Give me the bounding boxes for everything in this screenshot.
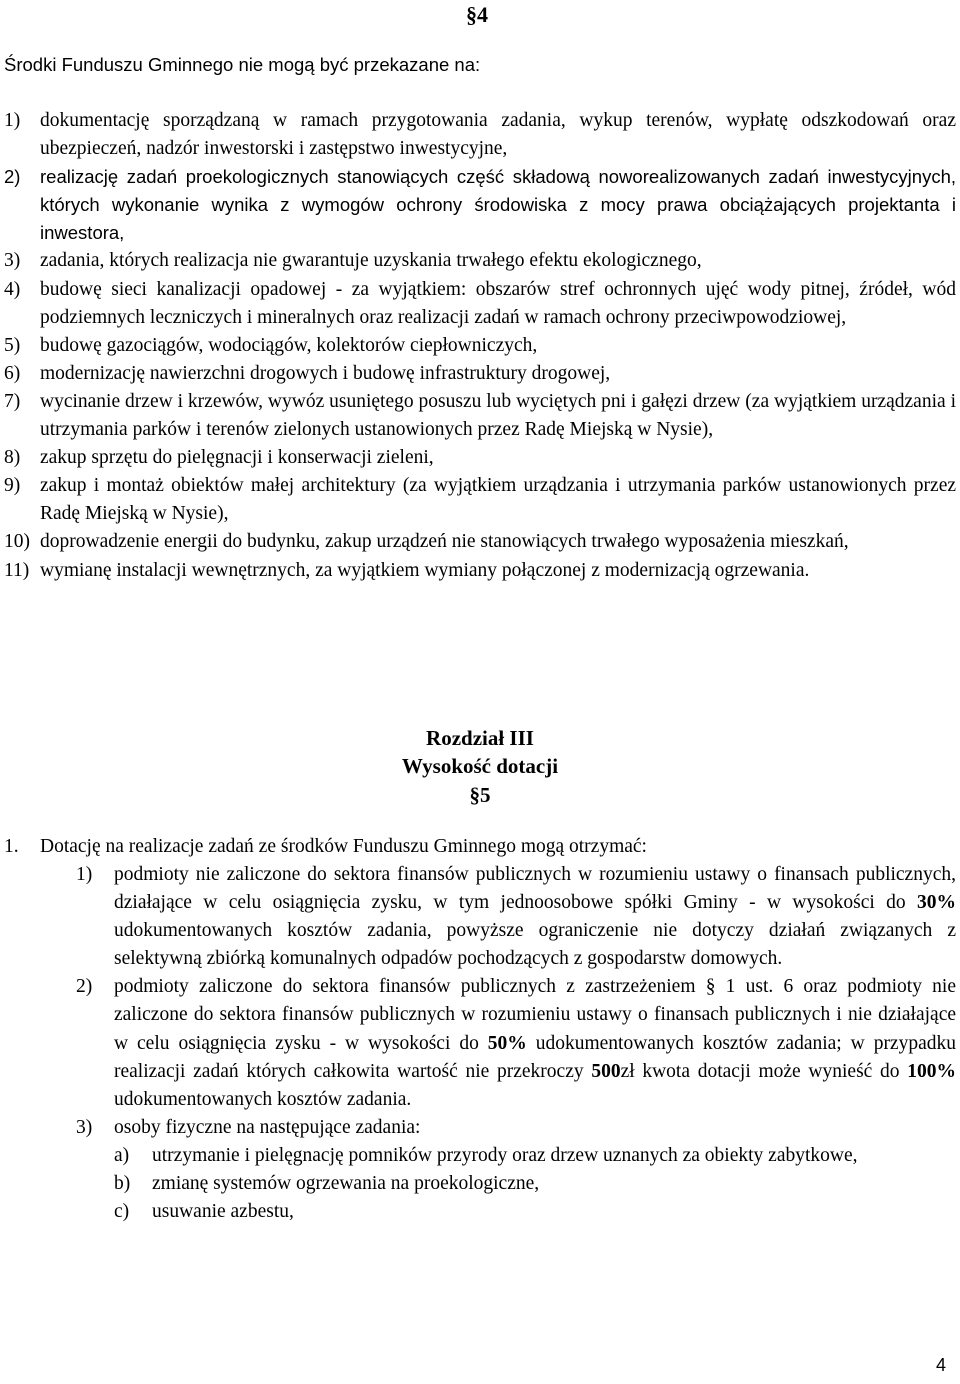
sub-sub-item [114, 1198, 956, 1226]
sub-item-1 [76, 861, 956, 973]
list-item-number: 10) [4, 531, 30, 553]
text-run: udokumentowanych kosztów zadania, powyższe ograniczenie nie dotyczy działań związanych z selektywną zbiórką komunalnych odpadów pochodzących z gospodarstw domowych. [114, 920, 956, 970]
list-item [4, 444, 956, 472]
sub-item-number: 1) [76, 864, 93, 885]
text-run: udokumentowanych kosztów zadania. [114, 1088, 412, 1110]
sub-sub-item-letter: c) [114, 1201, 130, 1223]
text-run: udokumentowanych kosztów zadania; w przypadku realizacji zadań których całkowita wartość nie przekroczy [114, 1032, 956, 1082]
sub-item-number: 2) [76, 976, 93, 998]
section-4-heading: §4 [466, 2, 488, 27]
chapter-title: Rozdział III [426, 726, 534, 750]
list-item-number: 11) [4, 559, 30, 581]
sub-sub-item-letter: a) [114, 1144, 130, 1166]
list-item [4, 360, 956, 388]
list-item-number: 5) [4, 334, 21, 356]
list-item [4, 247, 956, 275]
list-item-text: zakup i montaż obiektów małej architektury (za wyjątkiem urządzania i utrzymania parków ustanowionych przez Radę Miejską w Nysie), [40, 475, 956, 525]
list-item-number: 7) [4, 390, 21, 412]
sub-sub-item [114, 1170, 956, 1198]
list-item-text: modernizację nawierzchni drogowych i budowę infrastruktury drogowej, [40, 362, 611, 384]
percentage-bold: 100% [907, 1060, 956, 1082]
text-run: zł kwota dotacji może wynieść do [620, 1060, 908, 1082]
list-item-number: 6) [4, 362, 21, 384]
sub-item-2 [76, 973, 956, 1113]
list-item-text: zadania, których realizacja nie gwarantuje uzyskania trwałego efektu ekologicznego, [40, 250, 702, 272]
paragraph-1 [4, 833, 956, 861]
sub-sub-item [114, 1142, 956, 1170]
list-item-text: budowę gazociągów, wodociągów, kolektorów ciepłowniczych, [40, 334, 538, 356]
list-item-number: 8) [4, 447, 21, 469]
sub-item-text [114, 973, 956, 1113]
list-item-number: 2) [4, 166, 21, 188]
section-4-list [4, 107, 956, 585]
list-item-number: 4) [4, 278, 21, 300]
list-item-text: dokumentację sporządzaną w ramach przygotowania zadania, wykup terenów, wypłatę odszkodowań oraz ubezpieczeń, nadzór inwestorski i zastępstwo inwestycyjne, [40, 110, 956, 160]
list-item-number: 1) [4, 110, 21, 131]
list-item [4, 388, 956, 444]
sub-sub-item-letter: b) [114, 1173, 131, 1195]
list-item-text: wycinanie drzew i krzewów, wywóz usuniętego posuszu lub wyciętych pni i gałęzi drzew (za wyjątkiem urządzania i utrzymania parków i terenów zielonych ustanowionych przez Radę Miejską w Nysie), [40, 390, 956, 441]
paragraph-text: Dotację na realizacje zadań ze środków Funduszu Gminnego mogą otrzymać: [40, 836, 647, 857]
chapter-subtitle: Wysokość dotacji [401, 754, 559, 778]
section-5-body [4, 833, 956, 1226]
section-5-heading: §5 [469, 783, 491, 807]
list-item [4, 163, 956, 247]
list-item [4, 557, 956, 585]
list-item [4, 276, 956, 332]
list-item-text: wymianę instalacji wewnętrznych, za wyjątkiem wymiany połączonej z modernizacją ogrzewania. [40, 559, 810, 581]
list-item-number: 9) [4, 475, 21, 497]
list-item-text: realizację zadań proekologicznych stanowiących część składową noworealizowanych zadań inwestycyjnych, których wykonanie wynika z wymogów ochrony środowiska z mocy prawa obciążających projektanta i inwestora, [40, 166, 956, 244]
page-number: 4 [936, 1355, 947, 1375]
sub-item-text: osoby fizyczne na następujące zadania: [114, 1116, 421, 1138]
sub-sub-item-text: utrzymanie i pielęgnację pomników przyrody oraz drzew uznanych za obiekty zabytkowe, [152, 1144, 858, 1166]
list-item [4, 472, 956, 528]
list-item-number: 3) [4, 250, 21, 272]
percentage-bold: 30% [917, 892, 956, 914]
sub-item-number: 3) [76, 1116, 93, 1138]
section-4-intro: Środki Funduszu Gminnego nie mogą być przekazane na: [4, 54, 481, 75]
paragraph-number: 1. [4, 836, 19, 857]
sub-item-3 [76, 1114, 956, 1142]
sub-sub-item-text: zmianę systemów ogrzewania na proekologiczne, [152, 1173, 540, 1195]
list-item [4, 332, 956, 360]
list-item-text: zakup sprzętu do pielęgnacji i konserwacji zieleni, [40, 447, 434, 469]
list-item [4, 528, 956, 556]
list-item [4, 107, 956, 163]
amount-bold: 500 [591, 1060, 621, 1082]
sub-sub-item-text: usuwanie azbestu, [152, 1201, 294, 1223]
list-item-text: budowę sieci kanalizacji opadowej - za wyjątkiem: obszarów stref ochronnych ujęć wody pitnej, źródeł, wód podziemnych leczniczych i mineralnych oraz realizacji zadań w ramach ochrony przeciwpowodziowej, [40, 278, 956, 328]
percentage-bold: 50% [487, 1032, 527, 1054]
sub-item-text [114, 861, 956, 973]
text-run: podmioty nie zaliczone do sektora finansów publicznych w rozumieniu ustawy o finansach publicznych, działające w celu osiągnięcia zysku, w tym jednoosobowe spółki Gminy - w wysokości do [114, 864, 956, 914]
text-run: podmioty zaliczone do sektora finansów publicznych z zastrzeżeniem § 1 ust. 6 oraz podmioty nie zaliczone do sektora finansów publicznych w rozumieniu ustawy o finansach publicznych i nie działające w celu osiągnięcia zysku - w wysokości do [114, 976, 956, 1054]
list-item-text: doprowadzenie energii do budynku, zakup urządzeń nie stanowiących trwałego wyposażenia mieszkań, [40, 531, 849, 553]
